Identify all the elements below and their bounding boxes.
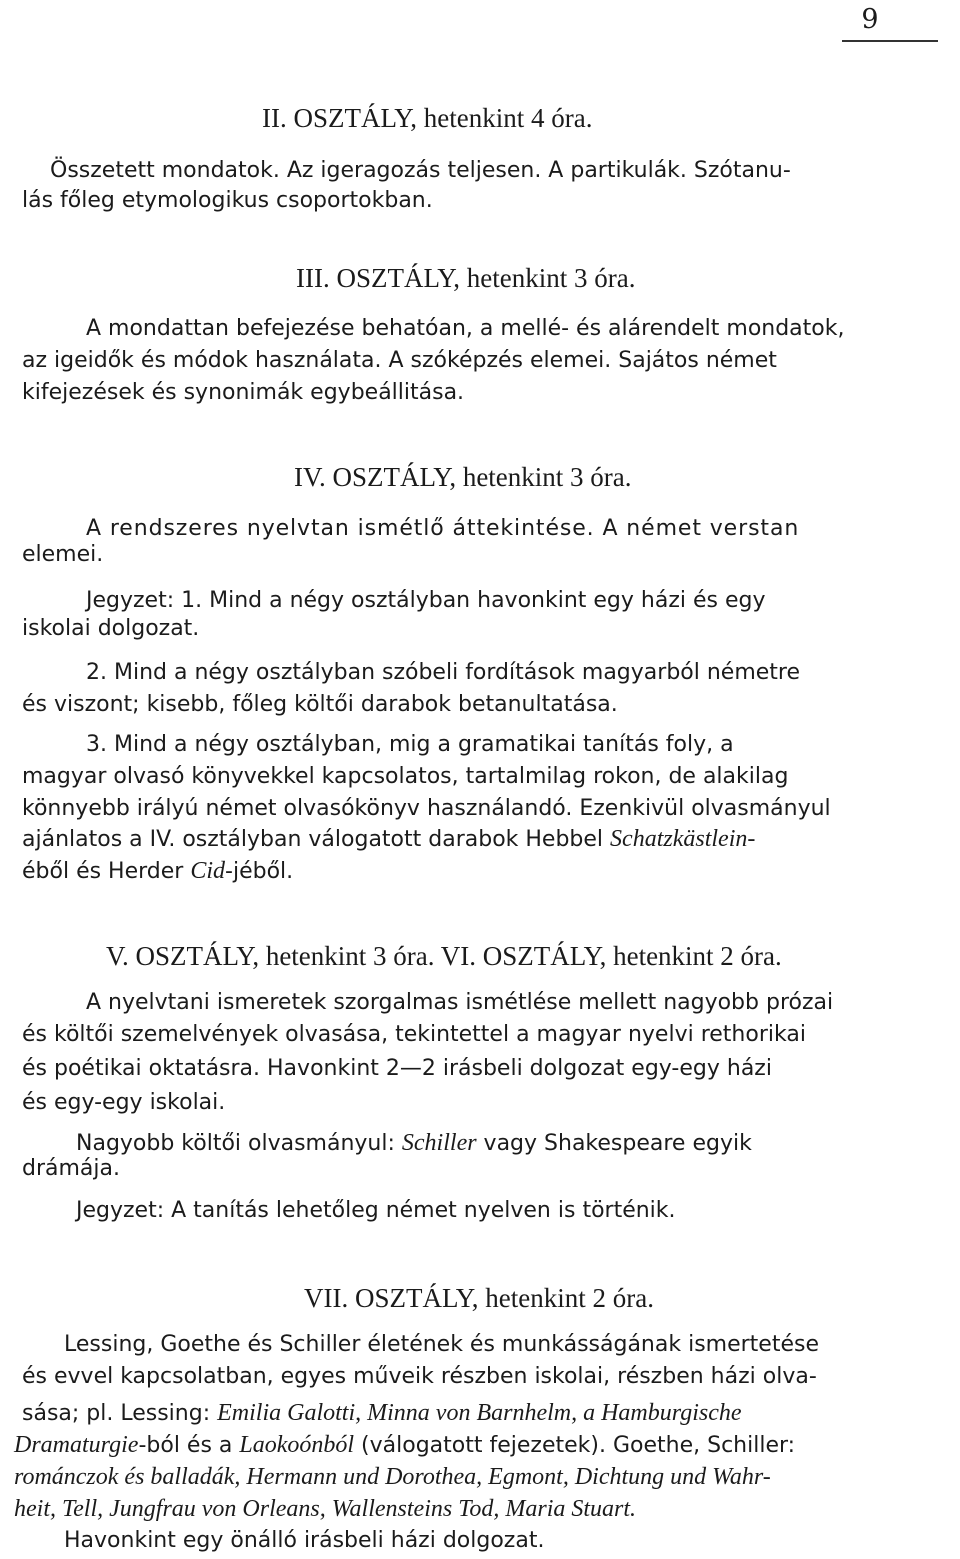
section-2-text-line: Összetett mondatok. Az igeragozás teljesen. A partikulák. Szótanu-	[50, 158, 791, 183]
section-5-6-text-line: és költői szemelvények olvasása, tekintettel a magyar nyelvi rethorikai	[22, 1022, 806, 1047]
section-5-6-heading: V. OSZTÁLY, hetenkint 3 óra. VI. OSZTÁLY, hetenkint 2 óra.	[106, 941, 782, 971]
note-3-line-text: ajánlatos a IV. osztályban válogatott darabok Hebbel	[22, 827, 611, 852]
note-3-line-text: éből és Herder	[22, 859, 191, 884]
section-7-line-text: -ból és a	[138, 1433, 240, 1458]
section-2-heading: II. OSZTÁLY, hetenkint 4 óra.	[262, 103, 593, 133]
section-3-text-line: kifejezések és synonimák egybeállitása.	[22, 380, 465, 405]
section-7-text-line: Lessing, Goethe és Schiller életének és munkásságának ismertetése	[64, 1332, 819, 1357]
note-3-line: könnyebb irályú német olvasókönyv használandó. Ezenkivül olvasmányul	[22, 796, 831, 821]
section-2-text-line: lás főleg etymologikus csoportokban.	[22, 188, 433, 213]
work-title-cid: Cid	[190, 858, 226, 884]
section-5-6-text-line: A nyelvtani ismeretek szorgalmas ismétlése mellett nagyobb prózai	[86, 990, 834, 1015]
section-7-text-line: Havonkint egy önálló irásbeli házi dolgozat.	[64, 1528, 545, 1553]
section-3-text-line: az igeidők és módok használata. A szóképzés elemei. Sajátos német	[22, 348, 777, 373]
section-3-text-line: A mondattan befejezése behatóan, a mellé- és alárendelt mondatok,	[86, 316, 845, 341]
work-title-dramaturgie: Dramaturgie	[14, 1432, 139, 1458]
section-5-6-note: Jegyzet: A tanítás lehetőleg német nyelven is történik.	[76, 1198, 676, 1223]
section-4-text-line: elemei.	[22, 542, 104, 567]
author-schiller: Schiller	[401, 1130, 477, 1156]
note-3-line: 3. Mind a négy osztályban, mig a gramatikai tanítás foly, a	[86, 732, 734, 757]
section-7-line-text: (válogatott fejezetek). Goethe, Schiller:	[354, 1433, 796, 1458]
section-5-6-text-line: és poétikai oktatásra. Havonkint 2—2 irásbeli dolgozat egy-egy házi	[22, 1056, 772, 1081]
section-5-6-text-line	[76, 1128, 752, 1159]
section-7-text-line: heit, Tell, Jungfrau von Orleans, Wallensteins Tod, Maria Stuart.	[14, 1496, 637, 1522]
note-3-line	[22, 856, 293, 887]
section-4-heading: IV. OSZTÁLY, hetenkint 3 óra.	[294, 462, 632, 492]
work-title-schatzkastlein: Schatzkästlein-	[610, 826, 756, 852]
section-3-heading: III. OSZTÁLY, hetenkint 3 óra.	[296, 263, 636, 293]
work-title-laokoon: Laokoónból	[239, 1432, 355, 1458]
note-3-line: magyar olvasó könyvekkel kapcsolatos, tartalmilag rokon, de alakilag	[22, 764, 789, 789]
note-3-line-text: -jéből.	[225, 859, 294, 884]
note-3-line	[22, 824, 755, 855]
section-7-text-line	[14, 1430, 795, 1461]
lessing-works: Emilia Galotti, Minna von Barnhelm, a Hamburgische	[217, 1400, 742, 1426]
section-7-heading: VII. OSZTÁLY, hetenkint 2 óra.	[304, 1283, 654, 1313]
reading-text: Nagyobb költői olvasmányul:	[76, 1131, 402, 1156]
section-4-text-line: A rendszeres nyelvtan ismétlő áttekintése. A német verstan	[86, 516, 800, 541]
note-1-line: Jegyzet: 1. Mind a négy osztályban havonkint egy házi és egy	[86, 588, 766, 613]
reading-text: vagy Shakespeare egyik	[476, 1131, 752, 1156]
page-number: 9	[861, 4, 879, 35]
section-7-text-line: és evvel kapcsolatban, egyes műveik részben iskolai, részben házi olva-	[22, 1364, 817, 1389]
section-7-text-line: románczok és balladák, Hermann und Dorothea, Egmont, Dichtung und Wahr-	[14, 1464, 771, 1490]
section-7-text-line	[22, 1398, 742, 1429]
section-5-6-text-line: drámája.	[22, 1156, 120, 1181]
section-7-line-text: sása; pl. Lessing:	[22, 1401, 218, 1426]
note-2-line: 2. Mind a négy osztályban szóbeli fordítások magyarból németre	[86, 660, 801, 685]
section-5-6-text-line: és egy-egy iskolai.	[22, 1090, 226, 1115]
note-2-line: és viszont; kisebb, főleg költői darabok betanultatása.	[22, 692, 618, 717]
page-number-rule	[842, 40, 938, 42]
note-1-line: iskolai dolgozat.	[22, 616, 200, 641]
